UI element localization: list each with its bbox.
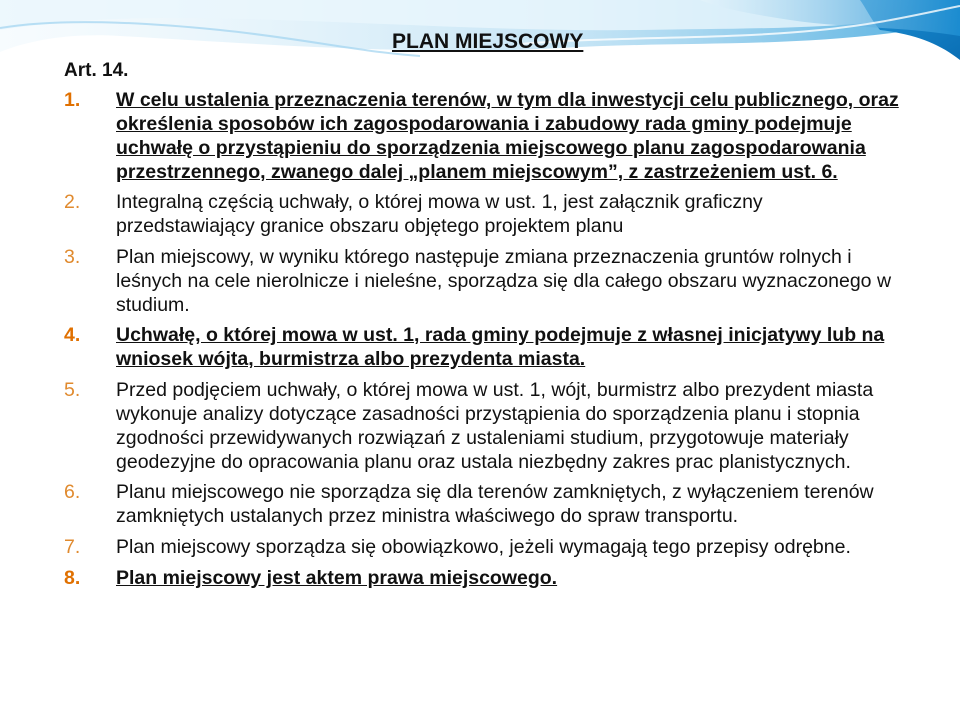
item-text: Integralną częścią uchwały, o której mowa w ust. 1, jest załącznik graficzny przedstawiający granice obszaru objętego projektem planu <box>116 191 763 237</box>
item-number: 5. <box>64 379 81 401</box>
item-number: 4. <box>64 324 81 346</box>
item-text: Plan miejscowy jest aktem prawa miejscowego. <box>116 567 558 589</box>
item-number: 6. <box>64 481 81 503</box>
item-text: W celu ustalenia przeznaczenia terenów, w tym dla inwestycji celu publicznego, oraz określenia sposobów ich zagospodarowania i zabudowy rada gminy podejmuje uchwałę o przystąpieniu do sporządzenia miejscowego planu zagospodarowania przestrzennego, zwanego dalej „planem miejscowym”, z zastrzeżeniem ust. 6. <box>116 89 899 183</box>
item-number: 1. <box>64 89 81 111</box>
item-number: 2. <box>64 191 81 213</box>
list-item <box>64 190 904 238</box>
list-item <box>64 88 904 184</box>
slide-title: PLAN MIEJSCOWY <box>392 30 584 53</box>
list-item <box>64 378 904 474</box>
item-number: 8. <box>64 567 81 589</box>
list-item <box>64 245 904 317</box>
item-text: Przed podjęciem uchwały, o której mowa w ust. 1, wójt, burmistrz albo prezydent miasta wykonuje analizy dotyczące zasadności przystąpienia do sporządzenia planu i stopnia zgodności przewidywanych rozwiązań z ustaleniami studium, przygotowuje materiały geodezyjne do opracowania planu oraz ustala niezbędny zakres prac planistycznych. <box>116 379 874 473</box>
article-items-list <box>64 88 904 590</box>
item-text: Uchwałę, o której mowa w ust. 1, rada gminy podejmuje z własnej inicjatywy lub na wniosek wójta, burmistrza albo prezydenta miasta. <box>116 324 885 370</box>
item-number: 3. <box>64 246 81 268</box>
item-number: 7. <box>64 536 81 558</box>
list-item <box>64 535 904 559</box>
article-label: Art. 14. <box>64 60 129 81</box>
item-text: Planu miejscowego nie sporządza się dla terenów zamkniętych, z wyłączeniem terenów zamkniętych ustalanych przez ministra właściwego do spraw transportu. <box>116 481 874 527</box>
list-item <box>64 566 904 590</box>
list-item <box>64 323 904 371</box>
item-text: Plan miejscowy sporządza się obowiązkowo, jeżeli wymagają tego przepisy odrębne. <box>116 536 851 558</box>
item-text: Plan miejscowy, w wyniku którego następuje zmiana przeznaczenia gruntów rolnych i leśnych na cele nierolnicze i nieleśne, sporządza się dla całego obszaru wyznaczonego w studium. <box>116 246 892 316</box>
list-item <box>64 480 904 528</box>
